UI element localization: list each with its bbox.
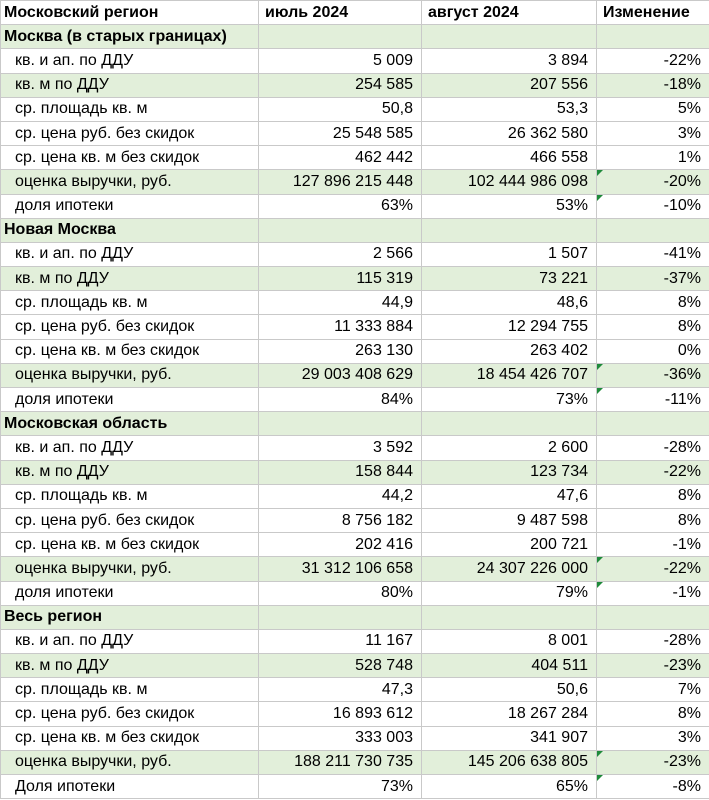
july-value[interactable]: 31 312 106 658 xyxy=(259,557,422,581)
section-header-row xyxy=(1,25,709,49)
august-value[interactable]: 50,6 xyxy=(422,678,597,702)
change-value[interactable]: -28% xyxy=(597,436,709,460)
august-value[interactable]: 53,3 xyxy=(422,97,597,121)
august-value[interactable]: 73% xyxy=(422,388,597,412)
july-value[interactable]: 127 896 215 448 xyxy=(259,170,422,194)
july-value[interactable]: 333 003 xyxy=(259,726,422,750)
section-header-row xyxy=(1,605,709,629)
section-title[interactable]: Новая Москва xyxy=(1,218,259,242)
change-value[interactable]: -37% xyxy=(597,267,709,291)
table-row xyxy=(1,581,709,605)
empty-cell[interactable] xyxy=(597,218,709,242)
august-value[interactable]: 1 507 xyxy=(422,242,597,266)
header-july[interactable]: июль 2024 xyxy=(259,1,422,25)
row-label[interactable]: кв. и ап. по ДДУ xyxy=(1,242,259,266)
change-value[interactable]: -22% xyxy=(597,557,709,581)
august-value[interactable]: 200 721 xyxy=(422,533,597,557)
change-value[interactable]: 0% xyxy=(597,339,709,363)
row-label[interactable]: Доля ипотеки xyxy=(1,775,259,799)
table-row xyxy=(1,194,709,218)
august-value[interactable]: 145 206 638 805 xyxy=(422,750,597,774)
table-row xyxy=(1,388,709,412)
august-value[interactable]: 73 221 xyxy=(422,267,597,291)
change-value[interactable]: 8% xyxy=(597,508,709,532)
empty-cell[interactable] xyxy=(259,218,422,242)
august-value[interactable]: 404 511 xyxy=(422,654,597,678)
july-value[interactable]: 44,9 xyxy=(259,291,422,315)
header-row xyxy=(1,1,709,25)
august-value[interactable]: 47,6 xyxy=(422,484,597,508)
row-label[interactable]: оценка выручки, руб. xyxy=(1,363,259,387)
row-label[interactable]: ср. площадь кв. м xyxy=(1,97,259,121)
row-label[interactable]: ср. цена кв. м без скидок xyxy=(1,533,259,557)
july-value[interactable]: 84% xyxy=(259,388,422,412)
july-value[interactable]: 115 319 xyxy=(259,267,422,291)
change-value[interactable]: 8% xyxy=(597,315,709,339)
empty-cell[interactable] xyxy=(259,605,422,629)
august-value[interactable]: 24 307 226 000 xyxy=(422,557,597,581)
change-value[interactable]: -11% xyxy=(597,388,709,412)
change-value[interactable]: -41% xyxy=(597,242,709,266)
row-label[interactable]: ср. площадь кв. м xyxy=(1,484,259,508)
empty-cell[interactable] xyxy=(259,412,422,436)
july-value[interactable]: 29 003 408 629 xyxy=(259,363,422,387)
change-value[interactable]: 8% xyxy=(597,484,709,508)
change-value[interactable]: 5% xyxy=(597,97,709,121)
august-value[interactable]: 123 734 xyxy=(422,460,597,484)
row-label[interactable]: ср. площадь кв. м xyxy=(1,291,259,315)
table-row xyxy=(1,460,709,484)
empty-cell[interactable] xyxy=(422,605,597,629)
table-row xyxy=(1,726,709,750)
table-row xyxy=(1,315,709,339)
change-value[interactable]: 3% xyxy=(597,121,709,145)
table-row xyxy=(1,49,709,73)
august-value[interactable]: 65% xyxy=(422,775,597,799)
table-row xyxy=(1,484,709,508)
change-value[interactable]: -20% xyxy=(597,170,709,194)
header-august[interactable]: август 2024 xyxy=(422,1,597,25)
row-label[interactable]: ср. цена кв. м без скидок xyxy=(1,726,259,750)
change-value[interactable]: -1% xyxy=(597,581,709,605)
row-label[interactable]: ср. цена руб. без скидок xyxy=(1,508,259,532)
change-value[interactable]: -10% xyxy=(597,194,709,218)
change-value[interactable]: -18% xyxy=(597,73,709,97)
change-value[interactable]: 8% xyxy=(597,702,709,726)
table-row xyxy=(1,654,709,678)
empty-cell[interactable] xyxy=(259,25,422,49)
change-value[interactable]: -1% xyxy=(597,533,709,557)
table-row xyxy=(1,750,709,774)
table-row xyxy=(1,97,709,121)
row-label[interactable]: ср. цена руб. без скидок xyxy=(1,315,259,339)
table-row xyxy=(1,146,709,170)
august-value[interactable]: 9 487 598 xyxy=(422,508,597,532)
table-row xyxy=(1,339,709,363)
header-change[interactable]: Изменение xyxy=(597,1,709,25)
empty-cell[interactable] xyxy=(597,412,709,436)
row-label[interactable]: ср. цена руб. без скидок xyxy=(1,702,259,726)
july-value[interactable]: 254 585 xyxy=(259,73,422,97)
empty-cell[interactable] xyxy=(422,218,597,242)
row-label[interactable]: кв. и ап. по ДДУ xyxy=(1,629,259,653)
table-row xyxy=(1,291,709,315)
table-body xyxy=(1,1,709,799)
row-label[interactable]: ср. цена кв. м без скидок xyxy=(1,146,259,170)
july-value[interactable]: 47,3 xyxy=(259,678,422,702)
july-value[interactable]: 11 333 884 xyxy=(259,315,422,339)
july-value[interactable]: 158 844 xyxy=(259,460,422,484)
table-row xyxy=(1,702,709,726)
july-value[interactable]: 3 592 xyxy=(259,436,422,460)
change-value[interactable]: 8% xyxy=(597,291,709,315)
header-region[interactable]: Московский регион xyxy=(1,1,259,25)
section-header-row xyxy=(1,218,709,242)
row-label[interactable]: ср. площадь кв. м xyxy=(1,678,259,702)
table-row xyxy=(1,267,709,291)
row-label[interactable]: доля ипотеки xyxy=(1,581,259,605)
table-row xyxy=(1,678,709,702)
july-value[interactable]: 188 211 730 735 xyxy=(259,750,422,774)
change-value[interactable]: -36% xyxy=(597,363,709,387)
row-label[interactable]: оценка выручки, руб. xyxy=(1,170,259,194)
july-value[interactable]: 73% xyxy=(259,775,422,799)
change-value[interactable]: -22% xyxy=(597,460,709,484)
empty-cell[interactable] xyxy=(422,25,597,49)
section-title[interactable]: Весь регион xyxy=(1,605,259,629)
july-value[interactable]: 25 548 585 xyxy=(259,121,422,145)
table-row xyxy=(1,73,709,97)
table-row xyxy=(1,533,709,557)
july-value[interactable]: 2 566 xyxy=(259,242,422,266)
july-value[interactable]: 16 893 612 xyxy=(259,702,422,726)
row-label[interactable]: оценка выручки, руб. xyxy=(1,557,259,581)
august-value[interactable]: 102 444 986 098 xyxy=(422,170,597,194)
july-value[interactable]: 202 416 xyxy=(259,533,422,557)
july-value[interactable]: 462 442 xyxy=(259,146,422,170)
july-value[interactable]: 50,8 xyxy=(259,97,422,121)
table-row xyxy=(1,557,709,581)
july-value[interactable]: 63% xyxy=(259,194,422,218)
empty-cell[interactable] xyxy=(597,605,709,629)
table-row xyxy=(1,436,709,460)
section-title[interactable]: Московская область xyxy=(1,412,259,436)
change-value[interactable]: -8% xyxy=(597,775,709,799)
august-value[interactable]: 48,6 xyxy=(422,291,597,315)
row-label[interactable]: кв. м по ДДУ xyxy=(1,267,259,291)
row-label[interactable]: кв. и ап. по ДДУ xyxy=(1,436,259,460)
july-value[interactable]: 528 748 xyxy=(259,654,422,678)
august-value[interactable]: 466 558 xyxy=(422,146,597,170)
row-label[interactable]: ср. цена кв. м без скидок xyxy=(1,339,259,363)
august-value[interactable]: 3 894 xyxy=(422,49,597,73)
empty-cell[interactable] xyxy=(597,25,709,49)
row-label[interactable]: кв. м по ДДУ xyxy=(1,73,259,97)
august-value[interactable]: 207 556 xyxy=(422,73,597,97)
change-value[interactable]: -23% xyxy=(597,750,709,774)
july-value[interactable]: 8 756 182 xyxy=(259,508,422,532)
august-value[interactable]: 26 362 580 xyxy=(422,121,597,145)
july-value[interactable]: 5 009 xyxy=(259,49,422,73)
row-label[interactable]: кв. и ап. по ДДУ xyxy=(1,49,259,73)
change-value[interactable]: 7% xyxy=(597,678,709,702)
august-value[interactable]: 18 454 426 707 xyxy=(422,363,597,387)
august-value[interactable]: 2 600 xyxy=(422,436,597,460)
table-row xyxy=(1,121,709,145)
table-row xyxy=(1,629,709,653)
row-label[interactable]: оценка выручки, руб. xyxy=(1,750,259,774)
august-value[interactable]: 79% xyxy=(422,581,597,605)
august-value[interactable]: 8 001 xyxy=(422,629,597,653)
row-label[interactable]: доля ипотеки xyxy=(1,388,259,412)
july-value[interactable]: 80% xyxy=(259,581,422,605)
row-label[interactable]: кв. м по ДДУ xyxy=(1,460,259,484)
august-value[interactable]: 263 402 xyxy=(422,339,597,363)
table-row xyxy=(1,170,709,194)
section-title[interactable]: Москва (в старых границах) xyxy=(1,25,259,49)
table-row xyxy=(1,242,709,266)
table-row xyxy=(1,363,709,387)
row-label[interactable]: доля ипотеки xyxy=(1,194,259,218)
july-value[interactable]: 11 167 xyxy=(259,629,422,653)
change-value[interactable]: 3% xyxy=(597,726,709,750)
august-value[interactable]: 18 267 284 xyxy=(422,702,597,726)
change-value[interactable]: -22% xyxy=(597,49,709,73)
table-row xyxy=(1,775,709,799)
july-value[interactable]: 263 130 xyxy=(259,339,422,363)
row-label[interactable]: ср. цена руб. без скидок xyxy=(1,121,259,145)
august-value[interactable]: 12 294 755 xyxy=(422,315,597,339)
change-value[interactable]: -23% xyxy=(597,654,709,678)
august-value[interactable]: 341 907 xyxy=(422,726,597,750)
change-value[interactable]: -28% xyxy=(597,629,709,653)
change-value[interactable]: 1% xyxy=(597,146,709,170)
august-value[interactable]: 53% xyxy=(422,194,597,218)
section-header-row xyxy=(1,412,709,436)
row-label[interactable]: кв. м по ДДУ xyxy=(1,654,259,678)
table-row xyxy=(1,508,709,532)
empty-cell[interactable] xyxy=(422,412,597,436)
july-value[interactable]: 44,2 xyxy=(259,484,422,508)
